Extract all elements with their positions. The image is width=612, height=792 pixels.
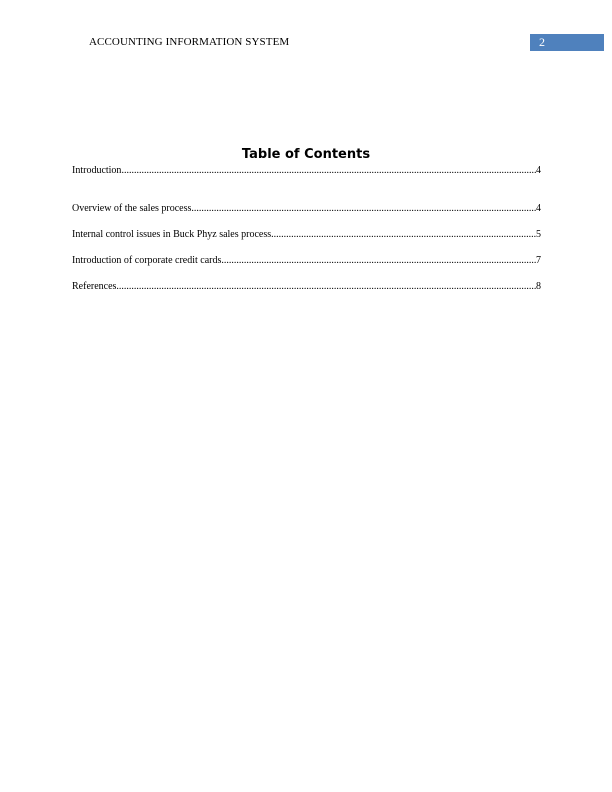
- toc-entry-page: 7: [536, 255, 541, 266]
- toc-entry-introduction[interactable]: [72, 164, 541, 178]
- toc-heading: Table of Contents: [241, 147, 371, 162]
- toc-entry-title: References: [72, 281, 117, 292]
- toc-dot-leader: [116, 280, 536, 294]
- toc-entry-overview-sales-process[interactable]: [72, 190, 541, 216]
- toc-entry-corporate-credit-cards[interactable]: [72, 242, 541, 268]
- page-number-badge: [530, 34, 604, 51]
- toc-dot-leader: [271, 228, 536, 242]
- toc-entry-page: 4: [536, 203, 541, 214]
- toc-dot-leader: [121, 164, 536, 178]
- toc-dot-leader: [191, 202, 536, 216]
- toc-entry-title: Internal control issues in Buck Phyz sales process: [72, 229, 272, 240]
- toc-entry-title: Introduction: [72, 165, 122, 176]
- toc-entry-references[interactable]: [72, 268, 541, 294]
- toc-entry-internal-control-issues[interactable]: [72, 216, 541, 242]
- toc-entry-page: 8: [536, 281, 541, 292]
- toc-dot-leader: [221, 254, 536, 268]
- running-header-title: ACCOUNTING INFORMATION SYSTEM: [89, 36, 290, 48]
- toc-entry-page: 5: [536, 229, 541, 240]
- toc-entry-page: 4: [536, 165, 541, 176]
- page-number: 2: [539, 35, 545, 49]
- toc-entry-title: Introduction of corporate credit cards: [72, 255, 222, 266]
- table-of-contents: [72, 164, 541, 294]
- toc-entry-title: Overview of the sales process: [72, 203, 192, 214]
